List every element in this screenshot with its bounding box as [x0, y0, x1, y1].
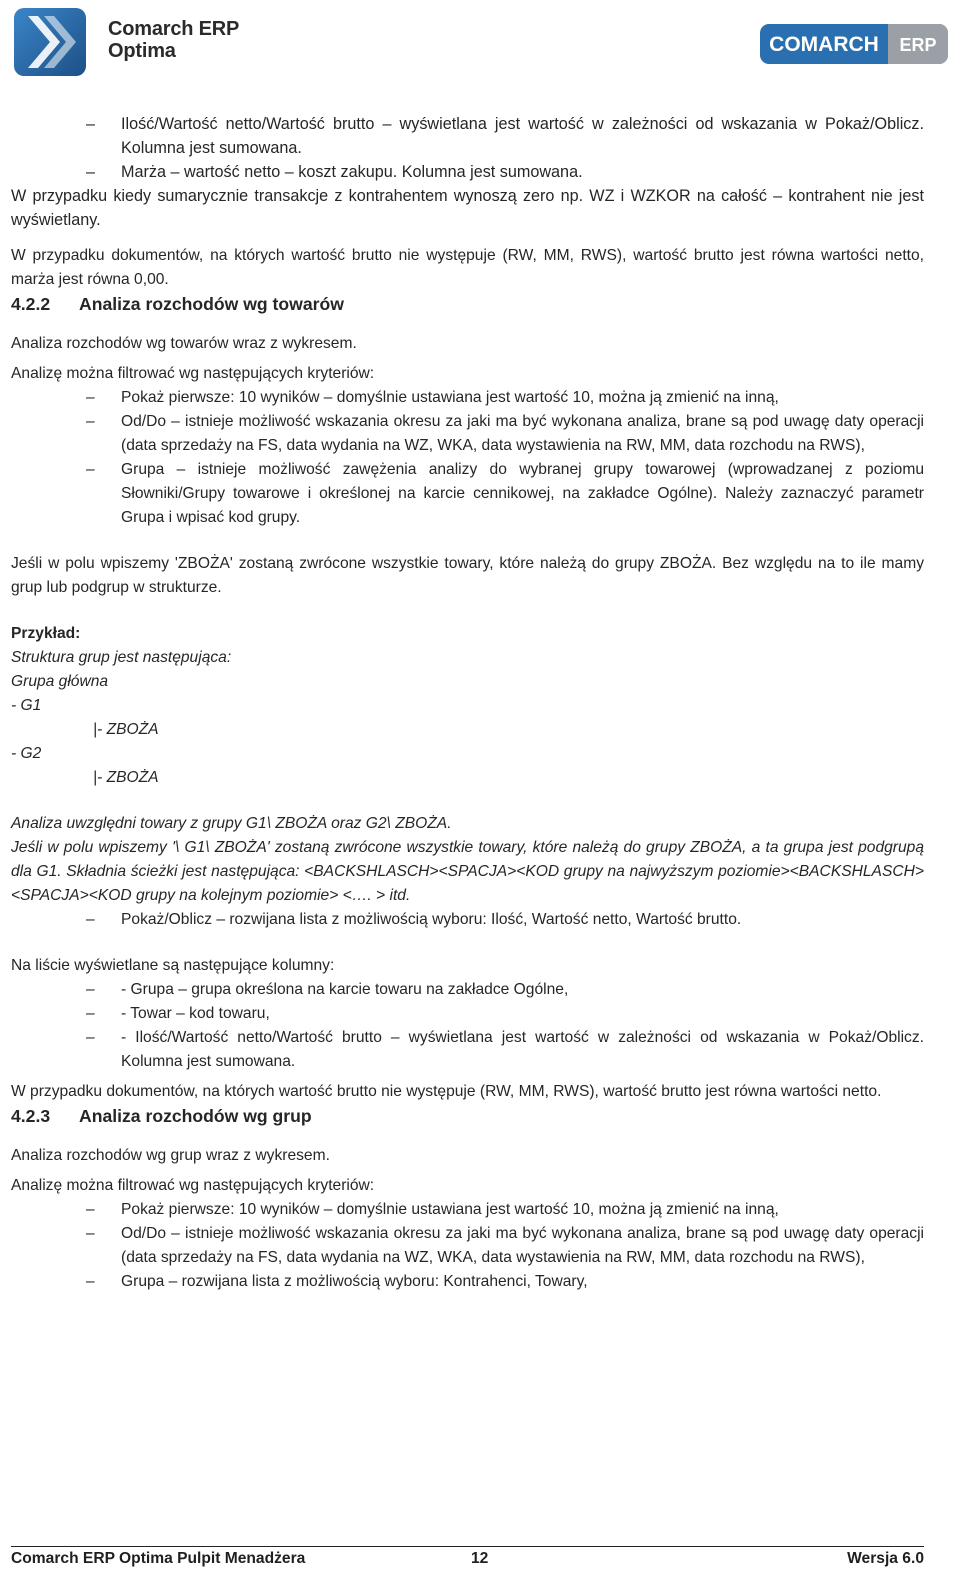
- list-item-text: Marża – wartość netto – koszt zakupu. Kolumna jest sumowana.: [121, 163, 583, 181]
- paragraph-zboza: Jeśli w polu wpiszemy 'ZBOŻA' zostaną zwrócone wszystkie towary, które należą do grupy ZBOŻA. Bez względu na to ile mamy grup lub podgrup w strukturze.: [11, 555, 924, 596]
- columns-intro: Na liście wyświetlane są następujące kolumny:: [11, 957, 335, 974]
- page-number: 12: [471, 1550, 489, 1567]
- filter-intro: Analizę można filtrować wg następujących kryteriów:: [11, 365, 375, 382]
- example-heading: Przykład:: [11, 625, 81, 642]
- example-g1: - G1: [11, 697, 42, 714]
- example-structure-line: Struktura grup jest następująca:: [11, 649, 232, 666]
- page-header: [0, 0, 960, 90]
- page-footer: [11, 1546, 924, 1567]
- list-item-text: Grupa – istnieje możliwość zawężenia analizy do wybranej grupy towarowej (wprowadzanej z poziomu Słowniki/Grupy towarowe i określonej na karcie cennikowej, na zakładce Ogólne). Należy zaznaczyć parametr Grupa i wpisać kod grupy.: [121, 461, 924, 526]
- list-item-text: Od/Do – istnieje możliwość wskazania okresu za jaki ma być wykonana analiza, brane są pod uwagę daty operacji (data sprzedaży na FS, data wydania na WZ, WKA, data wystawienia na RW, MM, data rozchodu na RWS),: [121, 1225, 924, 1266]
- list-item: [11, 908, 924, 932]
- section-number: 4.2.3: [11, 1106, 51, 1126]
- list-item: [11, 1222, 924, 1270]
- example-path-note: Jeśli w polu wpiszemy '\ G1\ ZBOŻA' zostaną zwrócone wszystkie towary, które należą do grupy ZBOŻA, a ta grupa jest podgrupą dla G1. Składnia ścieżki jest następująca: <BACKSHLASCH><SPACJA><KOD grupy na najwyższym poziomie><BACKSHLASCH><SPACJA><KOD grupy na kolejnym poziomie> <…. > itd.: [11, 839, 924, 904]
- list-item: [11, 1002, 924, 1026]
- list-item: [11, 1270, 924, 1294]
- dash-bullet: –: [86, 413, 95, 430]
- example-g2: - G2: [11, 745, 42, 762]
- list-item-text: Ilość/Wartość netto/Wartość brutto – wyświetlana jest wartość w zależności od wskazania w Pokaż/Oblicz. Kolumna jest sumowana.: [121, 115, 924, 157]
- example-main-group: Grupa główna: [11, 673, 109, 690]
- dash-bullet: –: [86, 911, 95, 928]
- list-item: [11, 978, 924, 1002]
- comarch-erp-badge-logo-icon: [760, 24, 948, 64]
- list-item-text: - Towar – kod towaru,: [121, 1005, 270, 1022]
- section-number: 4.2.2: [11, 294, 51, 314]
- dash-bullet: –: [86, 1273, 95, 1290]
- comarch-erp-optima-logo-icon: [14, 8, 86, 76]
- list-item: [11, 160, 924, 184]
- dash-bullet: –: [86, 1005, 95, 1022]
- list-item: [11, 1198, 924, 1222]
- list-item: [11, 458, 924, 530]
- list-item-text: Pokaż pierwsze: 10 wyników – domyślnie ustawiana jest wartość 10, można ją zmienić na inną,: [121, 1201, 779, 1218]
- list-item-text: Pokaż pierwsze: 10 wyników – domyślnie ustawiana jest wartość 10, można ją zmienić na inną,: [121, 389, 779, 406]
- list-item: [11, 1026, 924, 1074]
- dash-bullet: –: [86, 1225, 95, 1242]
- section-intro: Analiza rozchodów wg towarów wraz z wykresem.: [11, 335, 357, 352]
- badge-brand-text: COMARCH: [769, 33, 879, 56]
- dash-bullet: –: [86, 389, 95, 406]
- list-item-text: Od/Do – istnieje możliwość wskazania okresu za jaki ma być wykonana analiza, brane są pod uwagę daty operacji (data sprzedaży na FS, data wydania na WZ, WKA, data wystawienia na RW, MM, data rozchodu na RWS),: [121, 413, 924, 454]
- example-conclusion: Analiza uwzględni towary z grupy G1\ ZBOŻA oraz G2\ ZBOŻA.: [11, 815, 452, 832]
- footer-document-title: Comarch ERP Optima Pulpit Menadżera: [11, 1550, 306, 1567]
- filter-intro: Analizę można filtrować wg następujących kryteriów:: [11, 1177, 375, 1194]
- example-g1-child: |- ZBOŻA: [93, 721, 159, 738]
- list-item-text: - Grupa – grupa określona na karcie towaru na zakładce Ogólne,: [121, 981, 569, 998]
- badge-erp-text: ERP: [899, 35, 937, 55]
- section-title: Analiza rozchodów wg grup: [79, 1106, 312, 1126]
- dash-bullet: –: [86, 981, 95, 998]
- section-intro: Analiza rozchodów wg grup wraz z wykresem.: [11, 1147, 330, 1164]
- brand-wordmark: [108, 18, 239, 62]
- paragraph-brutto-note-2: W przypadku dokumentów, na których wartość brutto nie występuje (RW, MM, RWS), wartość brutto jest równa wartości netto.: [11, 1083, 882, 1100]
- list-item: [11, 410, 924, 458]
- brand-line-1: Comarch ERP: [108, 18, 240, 40]
- list-item: [11, 386, 924, 410]
- dash-bullet: –: [86, 1201, 95, 1218]
- footer-version: Wersja 6.0: [847, 1550, 924, 1567]
- dash-bullet: –: [86, 461, 95, 478]
- list-item-text: Pokaż/Oblicz – rozwijana lista z możliwością wyboru: Ilość, Wartość netto, Wartość brutto.: [121, 911, 742, 928]
- list-item-text: - Ilość/Wartość netto/Wartość brutto – wyświetlana jest wartość w zależności od wskazania w Pokaż/Oblicz. Kolumna jest sumowana.: [121, 1029, 924, 1070]
- section-heading-4-2-3: [11, 1104, 924, 1128]
- brand-line-2: Optima: [108, 40, 176, 62]
- example-g2-child: |- ZBOŻA: [93, 769, 159, 786]
- paragraph-zero-transactions: W przypadku kiedy sumarycznie transakcje z kontrahentem wynoszą zero np. WZ i WZKOR na całość – kontrahent nie jest wyświetlany.: [11, 187, 924, 229]
- list-item: [11, 112, 924, 160]
- dash-bullet: –: [86, 1029, 95, 1046]
- paragraph-brutto-note: W przypadku dokumentów, na których wartość brutto nie występuje (RW, MM, RWS), wartość brutto jest równa wartości netto, marża jest równa 0,00.: [11, 247, 924, 288]
- list-item-text: Grupa – rozwijana lista z możliwością wyboru: Kontrahenci, Towary,: [121, 1273, 588, 1290]
- section-heading-4-2-2: [11, 292, 924, 316]
- dash-bullet: –: [86, 163, 96, 181]
- section-title: Analiza rozchodów wg towarów: [79, 294, 344, 314]
- dash-bullet: –: [86, 115, 96, 133]
- document-body: [11, 112, 924, 1294]
